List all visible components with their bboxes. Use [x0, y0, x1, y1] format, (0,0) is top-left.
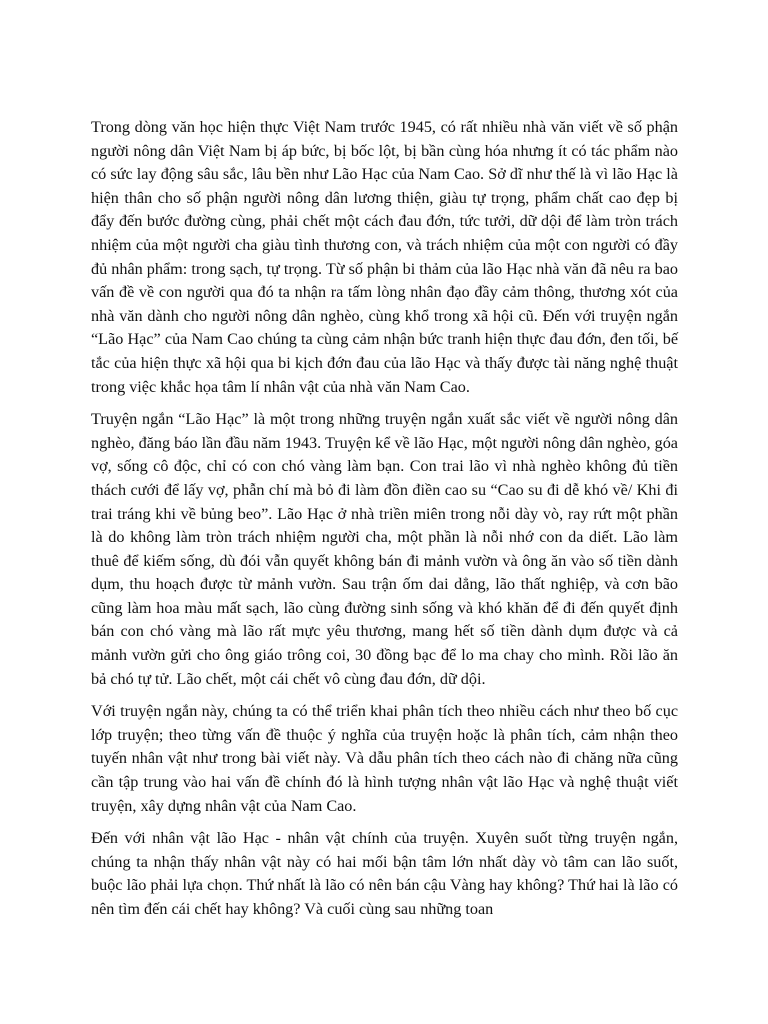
- paragraph-2: Truyện ngắn “Lão Hạc” là một trong những truyện ngắn xuất sắc viết về người nông dân nghèo, đăng báo lần đầu năm 1943. Truyện kể về lão Hạc, một người nông dân nghèo, góa vợ, sống cô độc, chỉ có con chó vàng làm bạn. Con trai lão vì nhà nghèo không đủ tiền thách cưới để lấy vợ, phẫn chí mà bỏ đi làm đồn điền cao su “Cao su đi dễ khó về/ Khi đi trai tráng khi về bủng beo”. Lão Hạc ở nhà triền miên trong nỗi dày vò, ray rứt một phần là do không làm tròn trách nhiệm người cha, một phần là nỗi nhớ con da diết. Lão làm thuê để kiếm sống, dù đói vẫn quyết không bán đi mảnh vườn và ông ăn vào số tiền dành dụm, thu hoạch được từ mảnh vườn. Sau trận ốm dai dẳng, lão thất nghiệp, và cơn bão cũng làm hoa màu mất sạch, lão cùng đường sinh sống và khó khăn để đi đến quyết định bán con chó vàng mà lão rất mực yêu thương, mang hết số tiền dành dụm được và cả mảnh vườn gửi cho ông giáo trông coi, 30 đồng bạc để lo ma chay cho mình. Rồi lão ăn bả chó tự tử. Lão chết, một cái chết vô cùng đau đớn, dữ dội.: [91, 410, 678, 688]
- paragraph-4: Đến với nhân vật lão Hạc - nhân vật chính của truyện. Xuyên suốt từng truyện ngắn, chúng ta nhận thấy nhân vật này có hai mối bận tâm lớn nhất dày vò tâm can lão suốt, buộc lão phải lựa chọn. Thứ nhất là lão có nên bán cậu Vàng hay không? Thứ hai là lão có nên tìm đến cái chết hay không? Và cuối cùng sau những toan: [91, 829, 678, 918]
- paragraph-3: Với truyện ngắn này, chúng ta có thể triển khai phân tích theo nhiều cách như theo bố cục lớp truyện; theo từng vấn đề thuộc ý nghĩa của truyện hoặc là phân tích, cảm nhận theo tuyến nhân vật như trong bài viết này. Và dẫu phân tích theo cách nào đi chăng nữa cũng cần tập trung vào hai vấn đề chính đó là hình tượng nhân vật lão Hạc và nghệ thuật viết truyện, xây dựng nhân vật của Nam Cao.: [91, 702, 678, 815]
- document-body: [91, 116, 678, 931]
- paragraph-1: Trong dòng văn học hiện thực Việt Nam trước 1945, có rất nhiều nhà văn viết về số phận người nông dân Việt Nam bị áp bức, bị bốc lột, bị bần cùng hóa nhưng ít có tác phẩm nào có sức lay động sâu sắc, lâu bền như Lão Hạc của Nam Cao. Sở dĩ như thế là vì lão Hạc là hiện thân cho số phận người nông dân lương thiện, giàu tự trọng, phẩm chất cao đẹp bị đẩy đến bước đường cùng, phải chết một cách đau đớn, tức tưởi, dữ dội để làm tròn trách nhiệm của một người cha giàu tình thương con, và trách nhiệm của một con người có đầy đủ nhân phẩm: trong sạch, tự trọng. Từ số phận bi thảm của lão Hạc nhà văn đã nêu ra bao vấn đề về con người qua đó ta nhận ra tấm lòng nhân đạo đầy cảm thông, thương xót của nhà văn dành cho người nông dân nghèo, cùng khổ trong xã hội cũ. Đến với truyện ngắn “Lão Hạc” của Nam Cao chúng ta cùng cảm nhận bức tranh hiện thực đau đớn, đen tối, bế tắc của hiện thực xã hội qua bi kịch đớn đau của lão Hạc và thấy được tài năng nghệ thuật trong việc khắc họa tâm lí nhân vật của nhà văn Nam Cao.: [91, 118, 678, 396]
